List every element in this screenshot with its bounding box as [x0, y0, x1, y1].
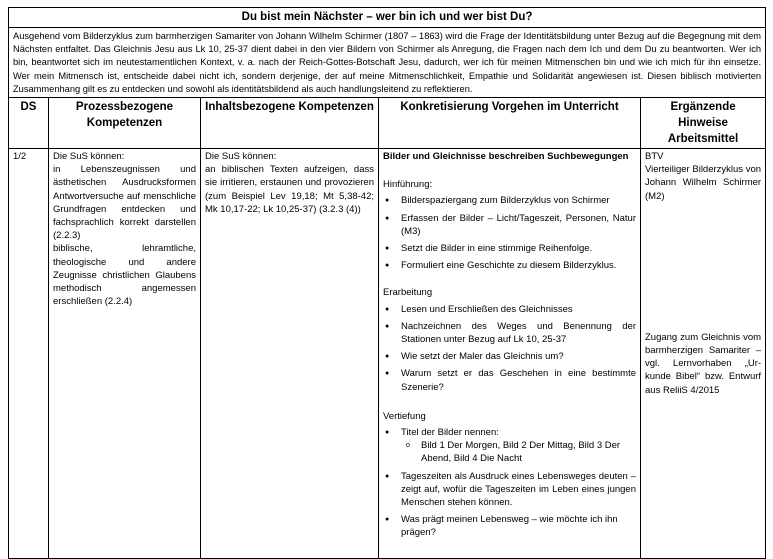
cell-ds: 1/2	[9, 149, 49, 559]
table-row	[9, 149, 766, 559]
header-hinweise: Ergänzende Hinweise Arbeitsmittel	[641, 98, 766, 149]
header-ds: DS	[9, 98, 49, 149]
intro-paragraph: Ausgehend vom Bilderzyklus zum barmherzigen Samariter von Johann Wilhelm Schirmer (1807 – 1863) wird die Frage der Identitätsbildung unter Bezug auf die Begegnung mit dem Nächsten entfaltet. Das Gleichnis Jesu aus Lk 10, 25-37 dient dabei in den vier Bildern von Schirmer als Anregung, die Fragen nach dem Ich und dem Du zu beantworten. Wer ich bin, beantwortet sich im neutestamentlichen Kontext, v. a. nach der Reich-Gottes-Botschaft Jesu, dadurch, wer ich für meinen Mitmenschen bin und wie ich mich für ihn einsetze. Wer mein Mitmensch ist, entscheide dabei nicht ich, sondern derjenige, der auf meine Mitmenschlichkeit, Empathie und Solidarität angewiesen ist. Diesen biblisch motivierten Zusammenhang gilt es zu entdecken und sowohl als identitätsbildend als auch handlungsleitend zu reflektieren.	[9, 28, 766, 98]
cell-hinweise	[641, 149, 766, 559]
list-item: ● Lesen und Erschließen des Gleichnisses	[401, 303, 636, 316]
list-item: ● Wie setzt der Maler das Gleichnis um?	[401, 350, 636, 363]
header-prozess: Prozessbezogene Kompetenzen	[49, 98, 201, 149]
header-row	[9, 98, 766, 149]
prozess-item: biblische, lehramtliche, theologische und andere Zeugnisse christlichen Glaubens methodisch angemessen erschließen (2.2.4)	[53, 243, 196, 308]
list-item: ● Was prägt meinen Lebensweg – wie möchte ich ihn prägen?	[401, 513, 636, 539]
prozess-intro: Die SuS können:	[53, 151, 125, 163]
sub-list-item: o Bild 1 Der Morgen, Bild 2 Der Mittag, Bild 3 Der Abend, Bild 4 Die Nacht	[421, 439, 636, 465]
inhalt-text: an biblischen Texten aufzeigen, dass sie irritieren, erstaunen und provozieren (zum Beispiel Lev 19,18; Mt 5,38-42; Mk 10,17-22; Lk 10,25-37) (3.2.3 (4))	[205, 164, 374, 215]
hinweise-top: BTV	[645, 151, 664, 163]
cell-prozess	[49, 149, 201, 559]
list-item: ● Warum setzt er das Geschehen in eine bestimmte Szenerie?	[401, 367, 636, 393]
erarbeitung-label: Erarbeitung	[383, 287, 433, 299]
vertiefung-item-title: Titel der Bilder nennen:	[401, 427, 499, 439]
list-item: ● Bilderspaziergang zum Bilderzyklus von Schirmer	[401, 194, 636, 207]
header-konkretisierung: Konkretisierung Vorgehen im Unterricht	[379, 98, 641, 149]
list-item: ● Setzt die Bilder in eine stimmige Reihenfolge.	[401, 242, 636, 255]
vertiefung-sublist	[401, 439, 636, 465]
konkret-heading: Bilder und Gleichnisse beschreiben Suchbewegungen	[383, 151, 629, 163]
hinfuehrung-list	[383, 194, 636, 272]
vertiefung-list	[383, 426, 636, 540]
erarbeitung-list	[383, 303, 636, 394]
list-item	[401, 426, 636, 466]
prozess-item: in Lebenszeugnissen und ästhetischen Ausdrucksformen Antwortversuche auf menschliche Grundfragen entdecken und fachsprachlich korrekt darstellen (2.2.3)	[53, 164, 196, 242]
hinweise-text-2: Zugang zum Gleichnis vom barmherzigen Samariter – vgl. Lernvorhaben „Ur-kunde Bibel“ bzw. Entwurf aus ReliiS 4/2015	[645, 331, 762, 396]
cell-inhalt	[201, 149, 379, 559]
hinfuehrung-label: Hinführung:	[383, 179, 433, 191]
curriculum-table	[8, 7, 766, 559]
cell-konkretisierung	[379, 149, 641, 559]
list-item: ● Tageszeiten als Ausdruck eines Lebensweges deuten – zeigt auf, wofür die Tageszeiten im Leben eines jungen Menschen stehen können.	[401, 470, 636, 510]
vertiefung-label: Vertiefung	[383, 410, 426, 422]
list-item: ● Erfassen der Bilder – Licht/Tageszeit, Personen, Natur (M3)	[401, 212, 636, 238]
list-item: ● Formuliert eine Geschichte zu diesem Bilderzyklus.	[401, 259, 636, 272]
hinweise-text-1: Vierteiliger Bilderzyklus von Johann Wilhelm Schirmer (M2)	[645, 164, 762, 202]
list-item: ● Nachzeichnen des Weges und Benennung der Stationen unter Bezug auf Lk 10, 25-37	[401, 320, 636, 346]
document-title: Du bist mein Nächster – wer bin ich und wer bist Du?	[9, 8, 766, 28]
inhalt-intro: Die SuS können:	[205, 151, 277, 163]
header-inhalt: Inhaltsbezogene Kompetenzen	[201, 98, 379, 149]
